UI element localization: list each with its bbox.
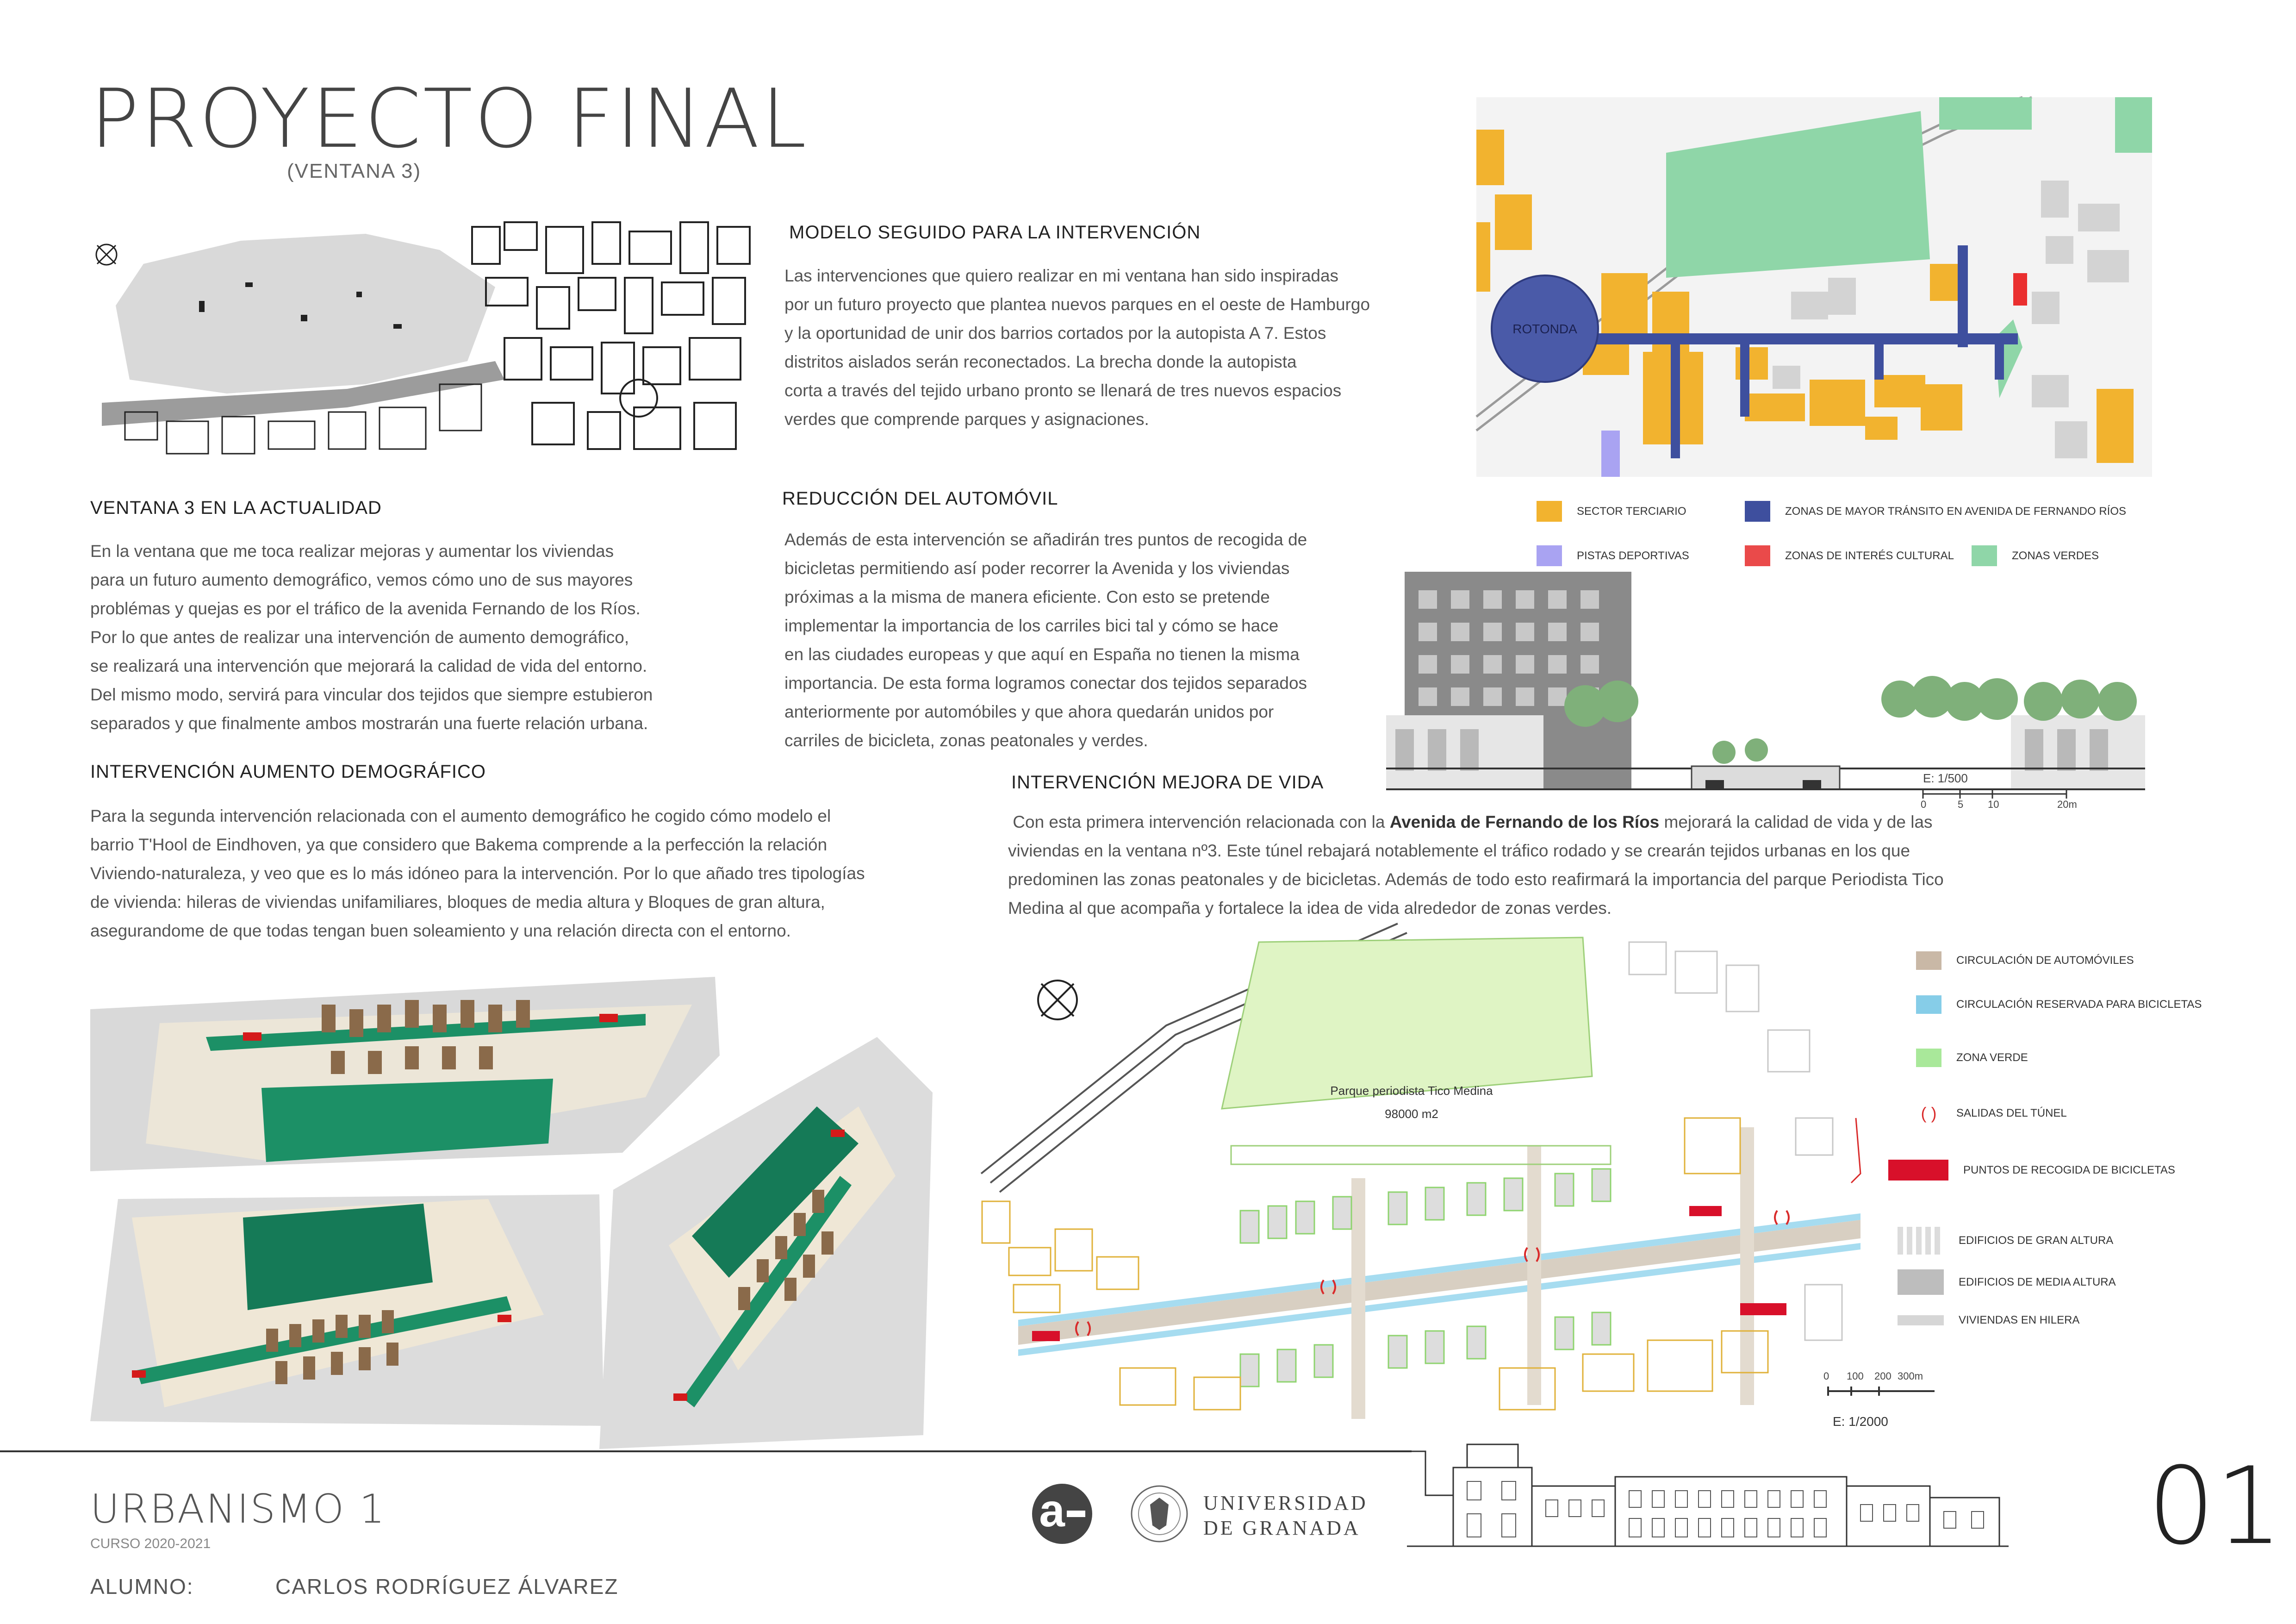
reduccion-text	[784, 525, 1377, 755]
park-name: Parque periodista Tico Medina	[1330, 1084, 1493, 1098]
modelo-heading: MODELO SEGUIDO PARA LA INTERVENCIÓN	[789, 222, 1201, 243]
legend-swatch	[1916, 951, 1941, 970]
legend-item	[1916, 1049, 2028, 1067]
demografico-line: de vivienda: hileras de viviendas unifamiliares, bloques de media altura y Bloques de gran altura,	[90, 893, 825, 912]
demografico-line: asegurandome de que todas tengan buen soleamiento y una relación directa con el entorno.	[90, 921, 791, 940]
actualidad-line: separados y que finalmente ambos mostrarán una fuerte relación urbana.	[90, 714, 648, 733]
student-name: CARLOS RODRÍGUEZ ÁLVAREZ	[275, 1574, 619, 1599]
university-crest-icon	[1129, 1481, 1189, 1546]
demografico-text	[90, 802, 970, 945]
mejora-line: Medina al que acompaña y fortalece la idea de vida alrededor de zonas verdes.	[1008, 899, 1612, 918]
legend-label: EDIFICIOS DE MEDIA ALTURA	[1959, 1275, 2116, 1288]
page-subtitle: (VENTANA 3)	[287, 160, 422, 182]
plan-scale-label: E: 1/2000	[1833, 1414, 1888, 1429]
demografico-line: Viviendo-naturaleza, y veo que es lo más idóneo para la intervención. Por lo que añado tres tipologías	[90, 864, 865, 883]
intervention-plan	[981, 924, 1923, 1449]
model-photo-2	[90, 1176, 609, 1435]
scale-tick: 100	[1847, 1370, 1864, 1382]
actualidad-text	[90, 537, 761, 738]
scale-tick: 0	[1823, 1370, 1829, 1382]
actualidad-line: Del mismo modo, servirá para vincular dos tejidos que siempre estubieron	[90, 685, 653, 704]
school-logo-letter: a	[1039, 1485, 1065, 1537]
legend-label: PISTAS DEPORTIVAS	[1577, 549, 1689, 562]
legend-item	[1916, 1104, 2067, 1123]
university-name	[1203, 1491, 1368, 1541]
reduccion-line: bicicletas permitiendo así poder recorrer la Avenida y los viviendas	[784, 559, 1290, 578]
actualidad-line: problémas y quejas es por el tráfico de la avenida Fernando de los Ríos.	[90, 599, 641, 618]
reduccion-line: importancia. De esta forma logramos conectar dos tejidos separados	[784, 674, 1307, 693]
legend-swatch	[1972, 545, 1997, 566]
university-building-elevation	[1407, 1435, 2009, 1551]
scale-tick: 300m	[1898, 1370, 1923, 1382]
tunnel-exit-icon: ( )	[1921, 1104, 1937, 1123]
legend-item	[1898, 1269, 2116, 1295]
legend-label: ZONAS DE MAYOR TRÁNSITO EN AVENIDA DE FERNANDO RÍOS	[1785, 505, 2127, 518]
page-number: 01	[2147, 1445, 2283, 1568]
legend-item	[1916, 995, 2202, 1014]
legend-swatch	[1898, 1269, 1944, 1295]
reduccion-line: en las ciudades europeas y que aquí en España no tienen la misma	[784, 645, 1300, 664]
modelo-line: corta a través del tejido urbano pronto se llenará de tres nuevos espacios	[784, 381, 1342, 400]
legend-label: ZONAS DE INTERÉS CULTURAL	[1785, 549, 1954, 562]
modelo-line: verdes que comprende parques y asignaciones.	[784, 410, 1149, 429]
park-area: 98000 m2	[1385, 1107, 1438, 1121]
reduccion-line: carriles de bicicleta, zonas peatonales y verdes.	[784, 731, 1148, 750]
demografico-line: barrio T'Hool de Eindhoven, ya que considero que Bakema comprende a la perfección la relación	[90, 835, 828, 854]
legend-item	[1745, 545, 1954, 566]
legend-label: ZONAS VERDES	[2012, 549, 2099, 562]
mejora-heading: INTERVENCIÓN MEJORA DE VIDA	[1011, 772, 1324, 793]
page-title: PROYECTO FINAL	[90, 72, 809, 166]
mejora-line-start: Con esta primera intervención relacionada con la	[1008, 812, 1390, 831]
actualidad-line: En la ventana que me toca realizar mejoras y aumentar los viviendas	[90, 542, 614, 561]
modelo-line: y la oportunidad de unir dos barrios cortados por la autopista A 7. Estos	[784, 324, 1326, 343]
legend-item	[1537, 501, 1686, 522]
modelo-line: Las intervenciones que quiero realizar en mi ventana han sido inspiradas	[784, 266, 1339, 285]
legend-label: PUNTOS DE RECOGIDA DE BICICLETAS	[1963, 1163, 2175, 1176]
legend-swatch	[1898, 1315, 1944, 1325]
figure-ground-map	[88, 208, 759, 468]
legend-label: SALIDAS DEL TÚNEL	[1956, 1107, 2067, 1119]
mejora-line: viviendas en la ventana nº3. Este túnel rebajará notablemente el tráfico rodado y se crearán tejidos urbanas en los que	[1008, 841, 1910, 860]
demografico-heading: INTERVENCIÓN AUMENTO DEMOGRÁFICO	[90, 762, 486, 782]
scale-tick: 5	[1958, 799, 1964, 810]
modelo-text	[784, 262, 1456, 434]
legend-swatch	[1537, 545, 1562, 566]
legend-label: ZONA VERDE	[1956, 1051, 2028, 1064]
legend-item	[1898, 1227, 2113, 1255]
legend-label: EDIFICIOS DE GRAN ALTURA	[1959, 1234, 2114, 1247]
legend-item	[1537, 545, 1689, 566]
actualidad-line: Por lo que antes de realizar una intervención de aumento demográfico,	[90, 628, 629, 647]
actualidad-line: se realizará una intervención que mejorará la calidad de vida del entorno.	[90, 656, 647, 675]
modelo-line: por un futuro proyecto que plantea nuevos parques en el oeste de Hamburgo	[784, 295, 1370, 314]
legend-label: CIRCULACIÓN RESERVADA PARA BICICLETAS	[1956, 998, 2202, 1011]
legend-swatch	[1537, 501, 1562, 522]
university-line: DE GRANADA	[1203, 1517, 1361, 1539]
reduccion-heading: REDUCCIÓN DEL AUTOMÓVIL	[782, 488, 1058, 509]
rotonda-label: ROTONDA	[1512, 322, 1577, 336]
legend-item	[1745, 501, 2126, 522]
legend-label: CIRCULACIÓN DE AUTOMÓVILES	[1956, 954, 2134, 967]
mejora-line-end: mejorará la calidad de vida y de las	[1659, 812, 1933, 831]
legend-swatch	[1745, 501, 1770, 522]
scale-tick: 200	[1874, 1370, 1892, 1382]
legend-item	[1972, 545, 2099, 566]
avenue-name: Avenida de Fernando de los Ríos	[1389, 812, 1660, 831]
actualidad-heading: VENTANA 3 EN LA ACTUALIDAD	[90, 498, 382, 518]
reduccion-line: Además de esta intervención se añadirán tres puntos de recogida de	[784, 530, 1307, 549]
model-photo-3	[599, 1037, 933, 1449]
legend-label: VIVIENDAS EN HILERA	[1959, 1314, 2080, 1326]
scale-tick: 10	[1988, 799, 1999, 810]
legend-item	[1898, 1314, 2079, 1327]
student-label: ALUMNO:	[90, 1574, 194, 1599]
legend-swatch	[1898, 1227, 1944, 1255]
scale-tick: 0	[1921, 799, 1927, 810]
reduccion-line: anteriormente por automóbiles y que ahora quedarán unidos por	[784, 702, 1274, 721]
legend-swatch	[1888, 1160, 1948, 1181]
school-logo	[1032, 1484, 1092, 1544]
university-line: UNIVERSIDAD	[1203, 1492, 1368, 1514]
footer-rule	[0, 1450, 1412, 1452]
demografico-line: Para la segunda intervención relacionada con el aumento demográfico he cogido cómo modelo el	[90, 806, 831, 825]
mejora-line	[1008, 808, 2026, 837]
legend-swatch	[1916, 1049, 1941, 1067]
modelo-line: distritos aislados serán reconectados. La brecha donde la autopista	[784, 352, 1297, 371]
legend-label: SECTOR TERCIARIO	[1577, 505, 1686, 518]
mejora-line: predominen las zonas peatonales y de bicicletas. Además de todo esto reafirmará la importancia del parque Periodista Tico	[1008, 870, 1944, 889]
reduccion-line: implementar la importancia de los carriles bici tal y cómo se hace	[784, 616, 1279, 635]
scale-tick: 20m	[2057, 799, 2077, 810]
legend-item	[1888, 1160, 2175, 1181]
street-section-drawing	[1386, 567, 2145, 808]
legend-swatch	[1916, 995, 1941, 1014]
zoning-map	[1476, 97, 2152, 477]
legend-swatch	[1745, 545, 1770, 566]
actualidad-line: para un futuro aumento demográfico, vemos cómo uno de sus mayores	[90, 570, 633, 589]
school-logo-dash	[1067, 1511, 1085, 1517]
course-year: CURSO 2020-2021	[90, 1536, 211, 1551]
reduccion-line: próximas a la misma de manera eficiente. Con esto se pretende	[784, 587, 1270, 606]
course-title: URBANISMO 1	[90, 1486, 386, 1532]
section-scale-label: E: 1/500	[1923, 771, 1968, 785]
legend-item	[1916, 951, 2134, 970]
mejora-text	[1008, 808, 2026, 923]
